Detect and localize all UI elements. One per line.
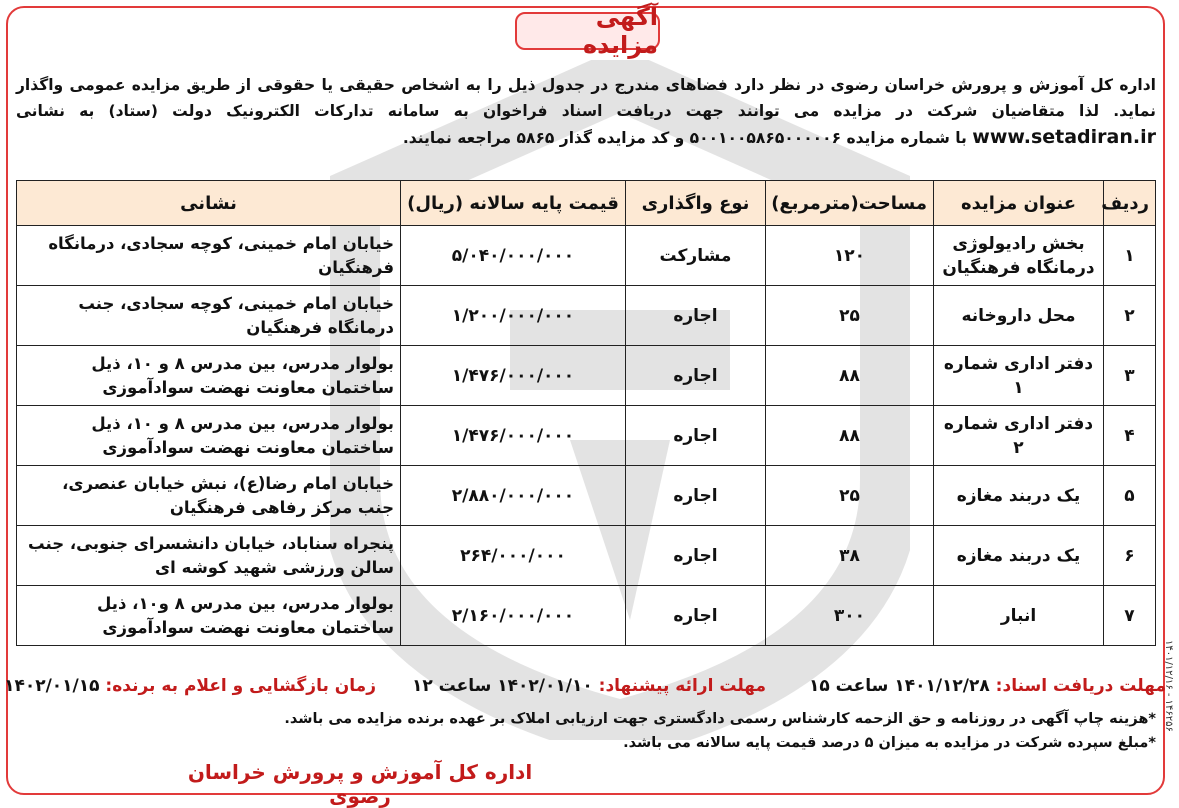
- website-link[interactable]: www.setadiran.ir: [972, 126, 1156, 148]
- cell-type: اجاره: [626, 286, 766, 346]
- cell-area: ۱۲۰: [766, 226, 934, 286]
- deadline-receive-label: مهلت دریافت اسناد:: [995, 676, 1166, 696]
- cell-title: محل داروخانه: [934, 286, 1104, 346]
- table-row: [17, 346, 1156, 406]
- cell-area: ۸۸: [766, 406, 934, 466]
- cell-price: ۲/۱۶۰/۰۰۰/۰۰۰: [401, 586, 626, 646]
- intro-line-1: اداره کل آموزش و پرورش خراسان رضوی در نظر دارد فضاهای مندرج در جدول ذیل را به اشخاص حقیقی یا حقوقی از طریق مزایده عمومی واگذار نماید. لذا متقاضیان شرکت: [16, 76, 1156, 120]
- table-row: [17, 406, 1156, 466]
- deadlines-line: [4, 676, 1166, 700]
- deadline-open: [4, 676, 376, 696]
- cell-row-no: ۴: [1104, 406, 1156, 466]
- cell-price: ۲/۸۸۰/۰۰۰/۰۰۰: [401, 466, 626, 526]
- deadline-open-label: زمان بازگشایی و اعلام به برنده:: [105, 676, 376, 696]
- cell-title: یک دربند مغازه: [934, 466, 1104, 526]
- cell-area: ۲۵: [766, 286, 934, 346]
- cell-row-no: ۶: [1104, 526, 1156, 586]
- cell-price: ۱/۴۷۶/۰۰۰/۰۰۰: [401, 346, 626, 406]
- cell-row-no: ۵: [1104, 466, 1156, 526]
- note-item: *مبلغ سپرده شرکت در مزایده به میزان ۵ درصد قیمت پایه سالانه می باشد.: [623, 735, 1156, 751]
- cell-type: اجاره: [626, 346, 766, 406]
- cell-type: اجاره: [626, 466, 766, 526]
- cell-type: اجاره: [626, 526, 766, 586]
- col-header-price: قیمت پایه سالانه (ریال): [401, 181, 626, 226]
- cell-row-no: ۳: [1104, 346, 1156, 406]
- cell-title: دفتر اداری شماره ۲: [934, 406, 1104, 466]
- cell-area: ۳۰۰: [766, 586, 934, 646]
- cell-area: ۲۵: [766, 466, 934, 526]
- issuer-signature: اداره کل آموزش و پرورش خراسان رضوی: [187, 760, 533, 808]
- deadline-submit-label: مهلت ارائه پیشنهاد:: [598, 676, 766, 696]
- cell-address: پنجراه سناباد، خیابان دانشسرای جنوبی، جنب سالن ورزشی شهید کوشه ای: [17, 526, 401, 586]
- table-row: [17, 586, 1156, 646]
- cell-row-no: ۲: [1104, 286, 1156, 346]
- intro-paragraph: [16, 72, 1156, 151]
- cell-row-no: ۷: [1104, 586, 1156, 646]
- ad-title: آگهی مزایده: [515, 12, 660, 50]
- notes: [16, 707, 1156, 755]
- cell-address: خیابان امام خمینی، کوچه سجادی، درمانگاه فرهنگیان: [17, 226, 401, 286]
- cell-price: ۵/۰۴۰/۰۰۰/۰۰۰: [401, 226, 626, 286]
- note-item: *هزینه چاپ آگهی در روزنامه و حق الزحمه کارشناس رسمی دادگستری جهت ارزیابی املاک بر عهده برنده مزایده می باشد.: [284, 711, 1156, 727]
- table-row: [17, 286, 1156, 346]
- cell-price: ۱/۴۷۶/۰۰۰/۰۰۰: [401, 406, 626, 466]
- col-header-title: عنوان مزایده: [934, 181, 1104, 226]
- table-row: [17, 526, 1156, 586]
- cell-address: بولوار مدرس، بین مدرس ۸ و۱۰، ذیل ساختمان معاونت نهضت سوادآموزی: [17, 586, 401, 646]
- deadline-receive: [809, 676, 1166, 696]
- table-row: [17, 466, 1156, 526]
- cell-address: بولوار مدرس، بین مدرس ۸ و ۱۰، ذیل ساختمان معاونت نهضت سوادآموزی: [17, 346, 401, 406]
- table-header-row: [17, 181, 1156, 226]
- cell-title: بخش رادیولوژی درمانگاه فرهنگیان: [934, 226, 1104, 286]
- col-header-row-no: ردیف: [1104, 181, 1156, 226]
- col-header-type: نوع واگذاری: [626, 181, 766, 226]
- cell-address: خیابان امام خمینی، کوچه سجادی، جنب درمانگاه فرهنگیان: [17, 286, 401, 346]
- deadline-submit-value: ۱۴۰۲/۰۱/۱۰ ساعت ۱۲: [411, 676, 593, 696]
- col-header-address: نشانی: [17, 181, 401, 226]
- cell-title: انبار: [934, 586, 1104, 646]
- cell-type: اجاره: [626, 406, 766, 466]
- deadline-open-value: ۱۴۰۲/۰۱/۱۵: [4, 676, 100, 696]
- deadline-receive-value: ۱۴۰۱/۱۲/۲۸ ساعت ۱۵: [809, 676, 990, 696]
- cell-area: ۳۸: [766, 526, 934, 586]
- cell-type: اجاره: [626, 586, 766, 646]
- cell-address: خیابان امام رضا(ع)، نبش خیابان عنصری، جنب مرکز رفاهی فرهنگیان: [17, 466, 401, 526]
- cell-price: ۲۶۴/۰۰۰/۰۰۰: [401, 526, 626, 586]
- cell-area: ۸۸: [766, 346, 934, 406]
- deadline-submit: [412, 676, 766, 696]
- intro-line-2b: با شماره مزایده ۵۰۰۱۰۰۵۸۶۵۰۰۰۰۰۶ و: [674, 129, 967, 147]
- cell-title: یک دربند مغازه: [934, 526, 1104, 586]
- cell-price: ۱/۲۰۰/۰۰۰/۰۰۰: [401, 286, 626, 346]
- cell-row-no: ۱: [1104, 226, 1156, 286]
- side-code: ۱۴۰۱/۱۲/۱۶ - ۱۴۶۲۵۶: [1163, 640, 1174, 732]
- intro-line-3: کد مزایده گذار ۵۸۶۵ مراجعه نمایند.: [402, 129, 670, 147]
- table-row: [17, 226, 1156, 286]
- cell-address: بولوار مدرس، بین مدرس ۸ و ۱۰، ذیل ساختمان معاونت نهضت سوادآموزی: [17, 406, 401, 466]
- cell-type: مشارکت: [626, 226, 766, 286]
- col-header-area: مساحت(مترمربع): [766, 181, 934, 226]
- auction-table: [16, 180, 1156, 646]
- cell-title: دفتر اداری شماره ۱: [934, 346, 1104, 406]
- intro-line-2a: در مزایده می توانند جهت دریافت اسناد فراخوان به سامانه تدارکات الکترونیک دولت (ستاد) به نشانی: [16, 102, 913, 120]
